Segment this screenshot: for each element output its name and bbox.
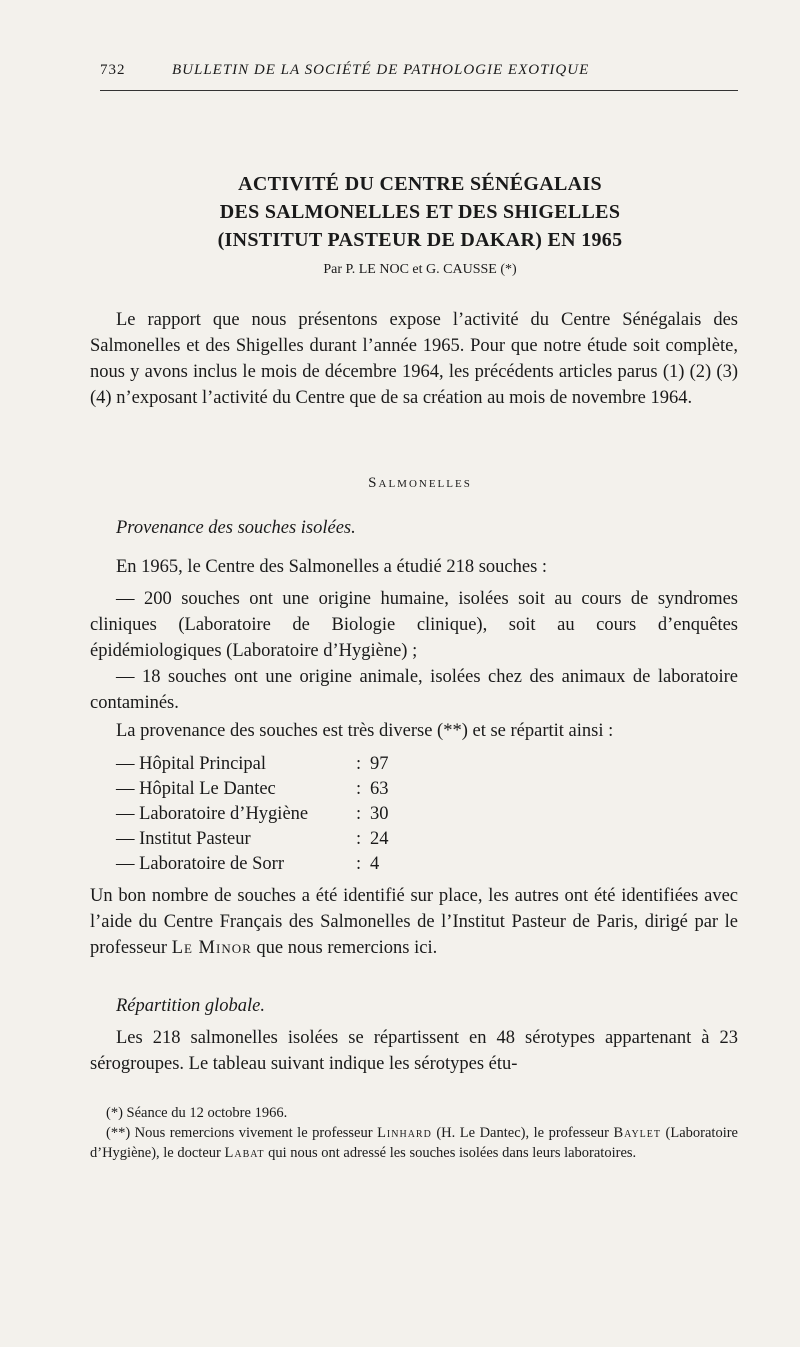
paragraph-provenance: La provenance des souches est très diverse (**) et se répartit ainsi :: [116, 721, 614, 741]
origin-count: 30: [370, 804, 389, 824]
header-rule: [100, 90, 738, 91]
origin-name: — Hôpital Le Dantec: [116, 779, 276, 799]
footnote-2-text-1: (**) Nous remercions vivement le professeur: [106, 1125, 378, 1141]
paragraph-identification: [90, 883, 738, 961]
paragraph-repartition: Les 218 salmonelles isolées se répartissent en 48 sérotypes appartenant à 23 sérogroupes. Le tableau suivant indique les sérotypes étu-: [90, 1028, 738, 1074]
title-line-1: ACTIVITÉ DU CENTRE SÉNÉGALAIS: [238, 173, 602, 195]
origin-separator: :: [356, 754, 362, 774]
footnote-2: [90, 1123, 738, 1163]
footnotes: [90, 1103, 738, 1163]
title-line-2: DES SALMONELLES ET DES SHIGELLES: [219, 201, 621, 223]
origin-separator: :: [356, 804, 362, 824]
origin-count: 24: [370, 829, 389, 849]
page-number: 732: [100, 62, 126, 78]
intro-paragraph: Le rapport que nous présentons expose l’activité du Centre Sénégalais des Salmonelles et des Shigelles durant l’année 1965. Pour que notre étude soit complète, nous y avons inclus le mois de décembre 1964, les précédents articles parus (1) (2) (3) (4) n’exposant l’activité du Centre que de sa création au mois de novembre 1964.: [90, 310, 738, 408]
origin-name: — Laboratoire d’Hygiène: [116, 804, 309, 824]
journal-name: BULLETIN DE LA SOCIÉTÉ DE PATHOLOGIE EXOTIQUE: [172, 62, 590, 78]
origin-separator: :: [356, 854, 362, 874]
list-item: [116, 802, 446, 827]
paragraph-origine-humaine: — 200 souches ont une origine humaine, isolées soit au cours de syndromes cliniques (Laboratoire de Biologie clinique), soit au cours d’enquêtes épidémiologiques (Laboratoire d’Hygiène) ;: [90, 589, 738, 661]
origin-separator: :: [356, 779, 362, 799]
identification-text-after: que nous remercions ici.: [251, 938, 438, 958]
authors-line: Par P. LE NOC et G. CAUSSE (*): [323, 262, 517, 277]
origin-name: — Hôpital Principal: [116, 754, 267, 774]
list-item: [116, 777, 446, 802]
origin-count: 4: [370, 854, 380, 874]
footnote-name-baylet: Baylet: [613, 1125, 662, 1141]
professor-name: Le Minor: [171, 938, 252, 958]
footnote-2-text-2: (H. Le Dantec), le professeur: [431, 1125, 614, 1141]
origin-list: [116, 752, 446, 877]
origin-name: — Laboratoire de Sorr: [116, 854, 284, 874]
list-item: [116, 852, 446, 877]
footnote-2-text-4: qui nous ont adressé les souches isolées dans leurs laboratoires.: [264, 1145, 637, 1161]
origin-name: — Institut Pasteur: [116, 829, 251, 849]
list-item: [116, 752, 446, 777]
subheading-repartition: Répartition globale.: [116, 996, 266, 1016]
footnote-name-labat: Labat: [224, 1145, 265, 1161]
list-item: [116, 827, 446, 852]
footnote-1: (*) Séance du 12 octobre 1966.: [106, 1105, 288, 1121]
title-line-3: (INSTITUT PASTEUR DE DAKAR) EN 1965: [217, 229, 623, 251]
origin-count: 97: [370, 754, 389, 774]
paragraph-souches: En 1965, le Centre des Salmonelles a étudié 218 souches :: [116, 557, 548, 577]
subheading-provenance: Provenance des souches isolées.: [116, 518, 356, 538]
origin-separator: :: [356, 829, 362, 849]
footnote-name-linhard: Linhard: [377, 1125, 432, 1141]
footnote-2-text-3: (Laboratoire d’Hygiène), le docteur: [90, 1125, 738, 1161]
article-title: [100, 170, 740, 254]
identification-text-before: Un bon nombre de souches a été identifié sur place, les autres ont été identifiées avec l’aide du Centre Français des Salmonelles de l’Institut Pasteur de Paris, dirigé par le professeur: [90, 886, 738, 958]
running-head: [100, 62, 740, 86]
origin-count: 63: [370, 779, 389, 799]
paragraph-origine-animale: — 18 souches ont une origine animale, isolées chez des animaux de laboratoire contaminés.: [90, 667, 738, 713]
section-heading-salmonelles: Salmonelles: [368, 475, 472, 491]
